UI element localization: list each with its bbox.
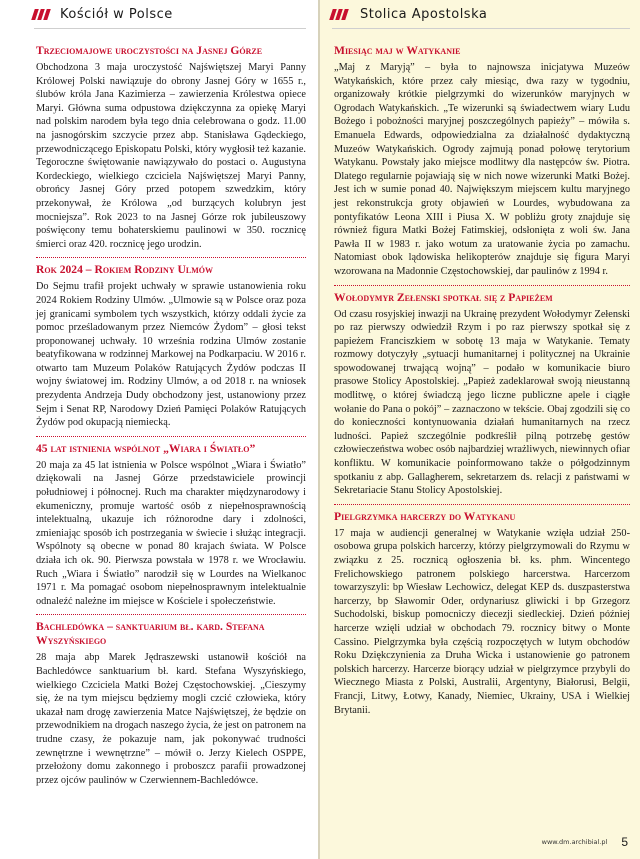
header-bars-icon — [331, 9, 347, 20]
section-title: Kościół w Polsce — [60, 6, 173, 22]
article-divider — [334, 285, 630, 286]
article-body: 17 maja w audiencji generalnej w Watykanie wzięła udział 250-osobowa grupa polskich harcerzy, którzy pielgrzymowali do Rzymu w związku z 25. rocznicą ogłoszenia bł. ks. phm. Wincentego Frelichowskiego patronem polskiego harcerstwa. Harcerzom towarzyszyli: bp Wiesław Lechowicz, delegat KEP ds. duszpasterstwa harcerzy, bp Sławomir Oder, ordynariusz gliwicki i bp Grzegorz Suchodolski, biskup pomocniczy diecezji siedleckiej. Dzień później harcerze wzięli udział w obchodach 79. rocznicy bitwy o Monte Cassino. Pielgrzymka była częścią rozpoczętych w lutym obchodów Roku Dziękczynienia za Druha Wicka i ustanowienie go patronem polskich harcerzy. Harcerze biorący udział w pielgrzymce przybyli do Wiecznego Miasta z Polski, Australii, Argentyny, Białorusi, Belgii, Francji, Litwy, Łotwy, Kanady, Niemiec, Ukrainy, USA i Wielkiej Brytanii. — [334, 527, 630, 716]
article-title: Pielgrzymka harcerzy do Watykanu — [334, 509, 516, 523]
article-title: Bachledówka – sanktuarium bł. kard. Stefana Wyszyńskiego — [36, 620, 265, 648]
article-body: 28 maja abp Marek Jędraszewski ustanowił kościół na Bachledówce sanktuarium bł. kard. Stefana Wyszyńskiego, wielkiego Czciciela Matki Bożej Częstochowskiej. „Cieszymy się, że na tym miejscu będziemy mogli czcić człowieka, który ukazał nam drogę zawierzenia Matce Najświętszej, że będzie on przewodnikiem na drogach naszego życia, że jest on patronem na trudne czasy, że pokazuje nam, jak pokonywać trudności zewnętrzne i wewnętrzne” – mówił o. Jerzy Kielech OSPPE, przełożony domu zakonnego i proboszcz parafii prowadzonej przez ojców paulinów w Czerwiennem-Bachledówce. — [36, 652, 306, 786]
header-divider — [34, 28, 306, 29]
right-articles — [334, 44, 630, 723]
article-title: Miesiąc maj w Watykanie — [334, 44, 461, 57]
article-title: Wołodymyr Zełenski spotkał się z Papieżem — [334, 290, 553, 304]
article-divider — [36, 257, 306, 258]
article-title: 45 lat istnienia wspólnot „Wiara i Światło” — [36, 441, 256, 455]
left-articles — [36, 44, 306, 793]
article-divider — [36, 436, 306, 437]
article-divider — [36, 614, 306, 615]
article-divider — [334, 504, 630, 505]
article-title: Trzeciomajowe uroczystości na Jasnej Górze — [36, 44, 263, 57]
section-header-right — [320, 0, 640, 28]
article-body: „Maj z Maryją” – była to najnowsza inicjatywa Muzeów Watykańskich, które przez cały miesiąc, dwa razy w tygodniu, organizowały krótkie pielgrzymki do wizerunków maryjnych w Ogrodach Watykańskich. „Te wizerunki są świadectwem wiary Ludu Bożego i pobożności maryjnej poszczególnych papieży” – mówiła s. Emanuela Edwards, odpowiedzialna za działalność dydaktyczną Muzeów Watykańskich. Ogrody zajmują ponad połowę terytorium Watykanu. Powstały jako miejsce modlitwy dla następców św. Piotra. Dlatego regularnie pojawiają się w nich nowe wizerunki Matki Bożej. Jest ich w sumie ponad 40. Największym miejscem kultu maryjnego jest rekonstrukcja groty objawień w Lourdes, wybudowana za pontyfikatów Leona XIII i Piusa X. W pobliżu groty znajduje się również figura Matki Bożej Fatimskiej, odsłonięta z woli św. Jana Pawła II w 1983 r. jako wotum za uratowanie życia po zamachu. Natomiast obok lądowiska helikopterów znajduje się figura Maryi wzorowana na Madonnie Częstochowskiej, dar paulinów z 1994 r. — [334, 62, 630, 277]
section-header-left — [0, 0, 318, 28]
article-body: 20 maja za 45 lat istnienia w Polsce wspólnot „Wiara i Światło” dziękowali na Jasnej Górze przedstawiciele prowincji południowej i północnej. Ruch ma charakter międzynarodowy i ekumeniczny, promuje wartość osób z niepełnosprawnością intelektualną, ukazuje ich różnorodne dary i zdolności, zmieniając sposób ich postrzegania w świecie i służąc integracji. Wspólnoty są obecne w ponad 80 krajach świata. W Polsce działa ich ok. 90. Pierwsza powstała w 1978 r. we Wrocławiu. Ruch „Wiara i Światło” narodził się w Lourdes na Wielkanoc 1971 r. Ma pomagać osobom niepełnosprawnym intelektualnie odnaleźć należne im miejsce w Kościele i społeczeństwie. — [36, 459, 306, 607]
page-footer — [542, 835, 628, 849]
article-body: Do Sejmu trafił projekt uchwały w sprawie ustanowienia roku 2024 Rokiem Rodziny Ulmów. „Ulmowie są w Polsce oraz poza jej granicami symbolem tych wszystkich, którzy oddali życie za pomoc prześladowanym przez Niemców Żydom” – głosi tekst proponowanej uchwały. 10 września rodzina Ulmów zostanie beatyfikowana w rodzinnej Markowej na Podkarpaciu. W 2016 r. otwarto tam Muzeum Polaków Ratujących Żydów podczas II wojny światowej im. Rodziny Ulmów, a od 2018 r. na wniosek prezydenta Andrzeja Dudy obchodzony jest, ustanowiony przez Sejm i Senat RP, Narodowy Dzień Pamięci Polaków Ratujących Żydów pod okupacją niemiecką. — [36, 281, 306, 429]
footer-url[interactable]: www.dm.archibial.pl — [541, 838, 608, 846]
left-column — [0, 0, 318, 859]
page-number: 5 — [621, 835, 628, 849]
section-title: Stolica Apostolska — [360, 6, 488, 22]
right-column — [320, 0, 640, 859]
article-body: Od czasu rosyjskiej inwazji na Ukrainę prezydent Wołodymyr Zełenski po raz pierwszy odwiedził Rzym i po raz pierwszy spotkał się z papieżem Franciszkiem w sobotę 13 maja w Watykanie. Tematy rozmowy dotyczyły „sytuacji humanitarnej i politycznej na Ukrainie spowodowanej trwającą wojną” – podało w komunikacie biuro prasowe Stolicy Apostolskiej. „Papież zadeklarował swoją nieustanną modlitwę, o której świadczą jego liczne publiczne apele i ciągłe wołanie do Pana o pokój” – zaznaczono w tekście. Obaj zgodzili się co do konieczności kontynuowania działań humanitarnych na rzecz ludności. Papież szczególnie podkreślił pilną potrzebę gestów człowieczeństwa wobec osób najbardziej wrażliwych, niewinnych ofiar konfliktu. W komunikacie poinformowano także o półgodzinnym spotkaniu z abp. Gallagherem, sekretarzem ds. relacji z państwami w Sekretariacie Stanu Stolicy Apostolskiej. — [334, 308, 630, 497]
header-divider — [332, 28, 630, 29]
header-bars-icon — [33, 9, 49, 20]
article-body: Obchodzona 3 maja uroczystość Najświętszej Maryi Panny Królowej Polski nawiązuje do obrony Jasnej Góry w 1655 r., ślubów króla Jana Kazimierza – zawierzenia Królestwa opiece Maryi. Główna suma odpustowa dziękczynna za opiekę Maryi nad polskim narodem była tego dnia celebrowana o godz. 11.00 na jasnogórskim szczycie przez abp. Stanisława Gądeckiego, przewodniczącego Episkopatu Polski, który wygłosił też kazanie. Tegoroczne świętowanie nawiązywało do postaci o. Augustyna Kordeckiego, wielkiego czciciela Najświętszej Maryi Panny, obrońcy Jasnej Góry przed potopem szwedzkim, który przekonywał, że Królowa „od burzących kolubryn jest mocniejsza”. Rok 2023 to na Jasnej Górze rok jubileuszowy poświęcony temu bohaterskiemu paulinowi w 350. rocznicę śmierci oraz 420. rocznicę jego urodzin. — [36, 62, 306, 250]
article-title: Rok 2024 – Rokiem Rodziny Ulmów — [36, 263, 213, 277]
